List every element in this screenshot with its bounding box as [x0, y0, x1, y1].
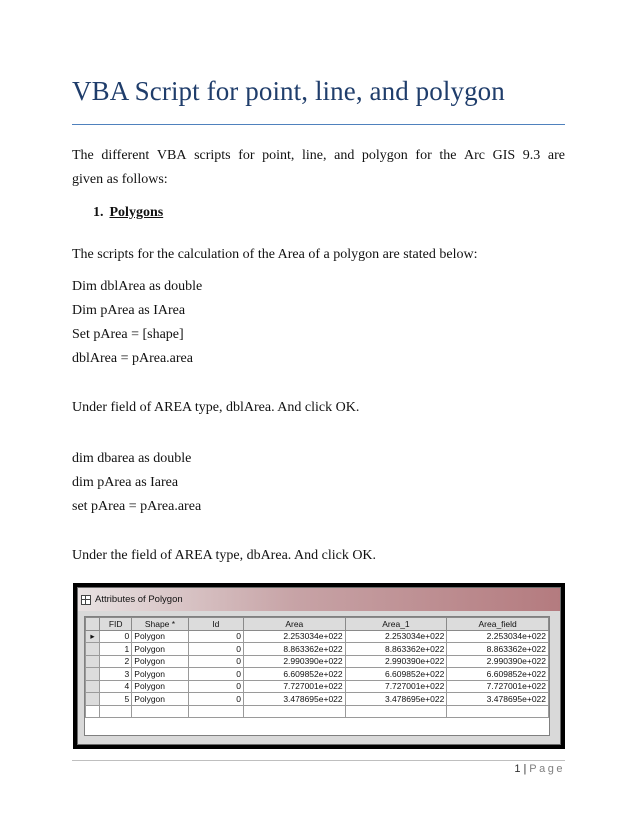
row-selector[interactable]	[86, 693, 100, 706]
row-selector-header	[86, 618, 100, 631]
table-row[interactable]	[86, 668, 549, 681]
cell-area-1[interactable]: 8.863362e+022	[345, 643, 447, 656]
empty-cell	[447, 705, 549, 718]
intro-word: line,	[302, 148, 327, 163]
table-row[interactable]	[86, 630, 549, 643]
cell-fid[interactable]: 5	[100, 693, 132, 706]
intro-line-1	[72, 148, 565, 164]
code-line: dblArea = pArea.area	[72, 351, 193, 366]
cell-id[interactable]: 0	[188, 643, 243, 656]
cell-area[interactable]: 7.727001e+022	[243, 680, 345, 693]
cell-area-field[interactable]: 3.478695e+022	[447, 693, 549, 706]
window-title: Attributes of Polygon	[95, 594, 183, 605]
page-number: 1	[514, 763, 521, 775]
cell-area[interactable]: 2.990390e+022	[243, 655, 345, 668]
intro-line-2: given as follows:	[72, 172, 168, 187]
intro-word: scripts	[194, 148, 231, 163]
column-header-shape[interactable]: Shape *	[132, 618, 188, 631]
row-selector[interactable]	[86, 655, 100, 668]
table-icon	[81, 595, 91, 605]
code-line: dim dbarea as double	[72, 451, 192, 466]
empty-cell	[132, 705, 188, 718]
intro-word: 9.3	[522, 148, 541, 163]
table-row[interactable]	[86, 680, 549, 693]
empty-cell	[345, 705, 447, 718]
cell-id[interactable]: 0	[188, 680, 243, 693]
column-header-id[interactable]: Id	[188, 618, 243, 631]
intro-word: and	[334, 148, 355, 163]
page-footer	[514, 763, 565, 775]
cell-area[interactable]: 3.478695e+022	[243, 693, 345, 706]
cell-fid[interactable]: 3	[100, 668, 132, 681]
cell-area-1[interactable]: 6.609852e+022	[345, 668, 447, 681]
attribute-table	[85, 617, 549, 718]
row-selector[interactable]	[86, 643, 100, 656]
intro-word: Arc	[464, 148, 486, 163]
footer-separator: |	[523, 763, 527, 775]
page-title: VBA Script for point, line, and polygon	[72, 76, 505, 106]
cell-shape[interactable]: Polygon	[132, 630, 188, 643]
column-header-fid[interactable]: FID	[100, 618, 132, 631]
instruction-note-2: Under the field of AREA type, dbArea. And click OK.	[72, 548, 377, 563]
empty-cell	[100, 705, 132, 718]
cell-area-field[interactable]: 7.727001e+022	[447, 680, 549, 693]
cell-shape[interactable]: Polygon	[132, 643, 188, 656]
page-label: Page	[529, 763, 565, 775]
empty-row	[86, 705, 549, 718]
cell-area-1[interactable]: 2.990390e+022	[345, 655, 447, 668]
table-row[interactable]	[86, 655, 549, 668]
cell-fid[interactable]: 0	[100, 630, 132, 643]
code-line: Dim dblArea as double	[72, 279, 203, 294]
cell-id[interactable]: 0	[188, 693, 243, 706]
column-header-area-field[interactable]: Area_field	[447, 618, 549, 631]
cell-fid[interactable]: 2	[100, 655, 132, 668]
intro-word: The	[72, 148, 94, 163]
table-header-row	[86, 618, 549, 631]
row-selector[interactable]	[86, 668, 100, 681]
intro-word: polygon	[361, 148, 408, 163]
code-line: Set pArea = [shape]	[72, 327, 184, 342]
title-divider	[72, 124, 565, 125]
intro-word: point,	[262, 148, 295, 163]
intro-word: for	[238, 148, 255, 163]
column-header-area[interactable]: Area	[243, 618, 345, 631]
section-heading	[93, 205, 163, 221]
cell-area[interactable]: 8.863362e+022	[243, 643, 345, 656]
table-row[interactable]	[86, 693, 549, 706]
code-line: set pArea = pArea.area	[72, 499, 202, 514]
row-selector[interactable]: ▸	[86, 630, 100, 643]
cell-area[interactable]: 6.609852e+022	[243, 668, 345, 681]
code-line: Dim pArea as IArea	[72, 303, 186, 318]
cell-fid[interactable]: 1	[100, 643, 132, 656]
attribute-grid	[84, 616, 550, 736]
cell-id[interactable]: 0	[188, 655, 243, 668]
attribute-window	[77, 587, 561, 745]
cell-fid[interactable]: 4	[100, 680, 132, 693]
cell-id[interactable]: 0	[188, 668, 243, 681]
row-selector[interactable]	[86, 680, 100, 693]
cell-area[interactable]: 2.253034e+022	[243, 630, 345, 643]
cell-area-1[interactable]: 3.478695e+022	[345, 693, 447, 706]
empty-cell	[86, 705, 100, 718]
cell-area-field[interactable]: 6.609852e+022	[447, 668, 549, 681]
empty-cell	[243, 705, 345, 718]
table-row[interactable]	[86, 643, 549, 656]
intro-word: different	[101, 148, 150, 163]
instruction-note-1: Under field of AREA type, dblArea. And click OK.	[72, 400, 360, 415]
window-titlebar[interactable]	[78, 588, 560, 611]
empty-cell	[188, 705, 243, 718]
section-title: Polygons	[109, 205, 164, 220]
cell-area-field[interactable]: 8.863362e+022	[447, 643, 549, 656]
intro-word: VBA	[156, 148, 187, 163]
footer-divider	[72, 760, 565, 761]
cell-area-field[interactable]: 2.253034e+022	[447, 630, 549, 643]
section-intro: The scripts for the calculation of the Area of a polygon are stated below:	[72, 247, 478, 262]
intro-word: GIS	[492, 148, 516, 163]
cell-shape[interactable]: Polygon	[132, 668, 188, 681]
cell-area-1[interactable]: 7.727001e+022	[345, 680, 447, 693]
attribute-table-screenshot	[73, 583, 565, 749]
cell-area-field[interactable]: 2.990390e+022	[447, 655, 549, 668]
cell-id[interactable]: 0	[188, 630, 243, 643]
intro-word: are	[547, 148, 565, 163]
cell-shape[interactable]: Polygon	[132, 680, 188, 693]
cell-shape[interactable]: Polygon	[132, 655, 188, 668]
intro-word: the	[439, 148, 457, 163]
column-header-area-1[interactable]: Area_1	[345, 618, 447, 631]
cell-area-1[interactable]: 2.253034e+022	[345, 630, 447, 643]
intro-word: for	[415, 148, 432, 163]
code-line: dim pArea as Iarea	[72, 475, 179, 490]
section-number: 1.	[93, 205, 104, 220]
cell-shape[interactable]: Polygon	[132, 693, 188, 706]
